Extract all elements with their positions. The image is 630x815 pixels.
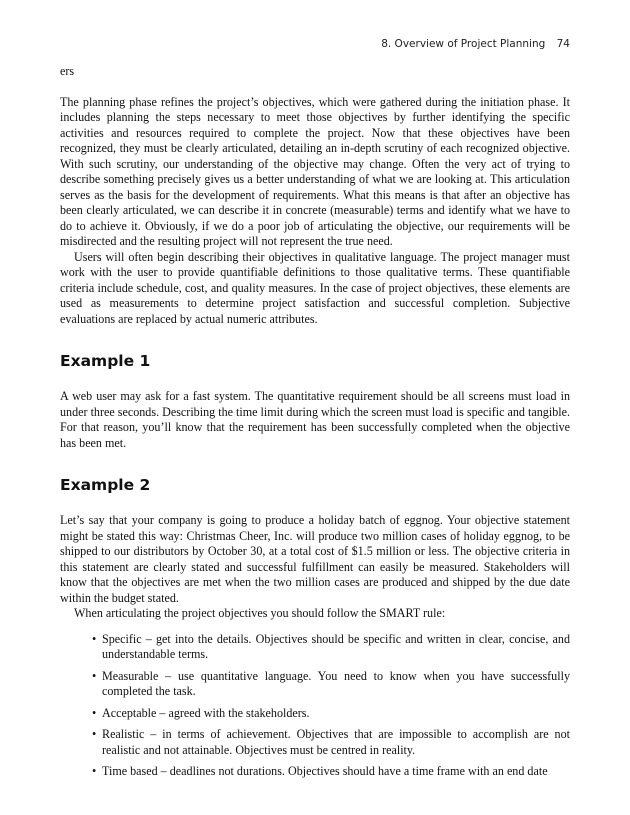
paragraph-example-1: A web user may ask for a fast system. The quantitative requirement should be all screens must load in under three seconds. Describing the time limit during which the screen must load is specific and tangible. For that reason, you’ll know that the requirement has been successfully completed when the objective has been met. bbox=[60, 389, 570, 450]
chapter-title: 8. Overview of Project Planning bbox=[381, 38, 546, 50]
list-item bbox=[92, 706, 570, 722]
paragraph-qualitative-language: Users will often begin describing their objectives in qualitative language. The project manager must work with the user to provide quantifiable definitions to those qualitative terms. These quantifiable criteria include schedule, cost, and quality measures. In the case of project objectives, these elements are used as measurements to determine project satisfaction and successful completion. Subjective evaluations are replaced by actual numeric attributes. bbox=[60, 249, 570, 326]
bullet: • bbox=[92, 705, 97, 720]
bullet: • bbox=[92, 727, 97, 741]
paragraph-planning-phase: The planning phase refines the project’s objectives, which were gathered during the initiation phase. It includes planning the steps necessary to meet those objectives by further identifying the specific activities and resources required to complete the project. Now that these objectives have been recognized, they must be clearly articulated, detailing an in-depth scrutiny of each recognized objective. With such scrutiny, our understanding of the objective may change. Often the very act of trying to describe something precisely gives us a better understanding of what we are looking at. This articulation serves as the basis for the development of requirements. What this means is that after an objective has been clearly articulated, we can describe it in concrete (measurable) terms and identify what we have to do to achieve it. Obviously, if we do a poor job of articulating the objective, our requirements will be misdirected and the resulting project will not represent the true need. bbox=[60, 94, 570, 248]
paragraph-smart-intro: When articulating the project objectives you should follow the SMART rule: bbox=[74, 606, 446, 620]
list-item-text: Acceptable – agreed with the stakeholders. bbox=[102, 705, 310, 720]
list-item bbox=[92, 727, 570, 758]
running-header bbox=[381, 38, 570, 50]
body-text bbox=[60, 64, 570, 786]
bullet: • bbox=[92, 764, 97, 778]
page-number: 74 bbox=[556, 38, 570, 50]
list-item-text: Specific – get into the details. Objectives should be specific and written in clear, concise, and understandable terms. bbox=[102, 631, 570, 661]
list-item-text: Measurable – use quantitative language. You need to know when you have successfully completed the task. bbox=[102, 668, 570, 698]
list-item bbox=[92, 764, 570, 780]
list-item bbox=[92, 632, 570, 663]
list-item-text: Time based – deadlines not durations. Objectives should have a time frame with an end date bbox=[102, 764, 548, 778]
bullet: • bbox=[92, 631, 97, 646]
carryover-fragment: ers bbox=[60, 64, 75, 78]
heading-example-2: Example 2 bbox=[60, 476, 151, 494]
paragraph-example-2: Let’s say that your company is going to produce a holiday batch of eggnog. Your objective statement might be stated this way: Christmas Cheer, Inc. will produce two million cases of holiday eggnog, to be shipped to our distributors by October 30, at a total cost of $1.5 million or less. The objective criteria in this statement are clearly stated and successful fulfillment can easily be measured. Stakeholders will know that the objectives are met when the two million cases are produced and shipped by the due date within the budget stated. bbox=[60, 513, 570, 605]
list-item bbox=[92, 669, 570, 700]
bullet: • bbox=[92, 668, 97, 683]
heading-example-1: Example 1 bbox=[60, 352, 151, 370]
list-item-text: Realistic – in terms of achievement. Objectives that are impossible to accomplish are not realistic and not attainable. Objectives must be centred in reality. bbox=[102, 727, 570, 757]
smart-list bbox=[60, 632, 570, 780]
